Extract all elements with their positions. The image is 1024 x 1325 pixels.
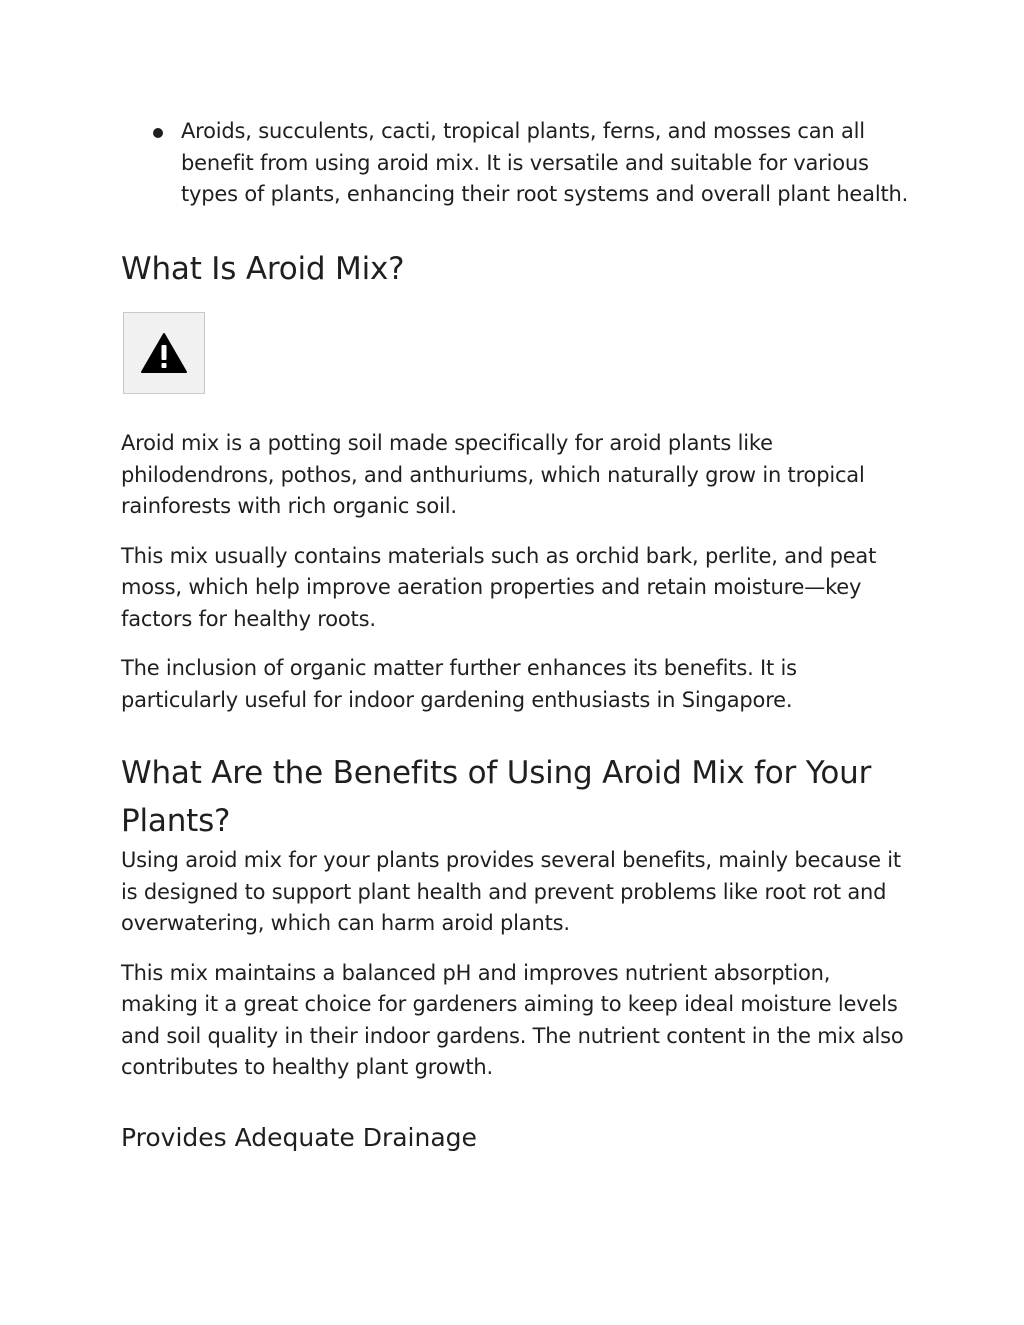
bullet-list bbox=[121, 116, 911, 211]
document-page bbox=[121, 116, 911, 1156]
list-item bbox=[121, 116, 921, 211]
paragraph: This mix usually contains materials such as orchid bark, perlite, and peat moss, which help improve aeration properties and retain moisture—key factors for healthy roots. bbox=[121, 543, 877, 631]
bullet-text: Aroids, succulents, cacti, tropical plants, ferns, and mosses can all benefit from using aroid mix. It is versatile and suitable for various types of plants, enhancing their root systems and overall plant health. bbox=[181, 119, 909, 207]
paragraph: Aroid mix is a potting soil made specifically for aroid plants like philodendrons, pothos, and anthuriums, which naturally grow in tropical rainforests with rich organic soil. bbox=[121, 431, 865, 519]
section-heading-what-is-aroid-mix: What Is Aroid Mix? bbox=[121, 251, 405, 288]
paragraph: Using aroid mix for your plants provides several benefits, mainly because it is designed to support plant health and prevent problems like root rot and overwatering, which can harm aroid plants. bbox=[121, 848, 901, 936]
broken-image-placeholder bbox=[123, 312, 205, 394]
paragraph: The inclusion of organic matter further enhances its benefits. It is particularly useful for indoor gardening enthusiasts in Singapore. bbox=[121, 656, 797, 712]
bullet-dot bbox=[153, 128, 163, 138]
section-heading-benefits: What Are the Benefits of Using Aroid Mix for Your Plants? bbox=[121, 755, 872, 840]
paragraph: This mix maintains a balanced pH and improves nutrient absorption, making it a great choice for gardeners aiming to keep ideal moisture levels and soil quality in their indoor gardens. The nutrient content in the mix also contributes to healthy plant growth. bbox=[121, 960, 904, 1080]
warning-triangle-icon bbox=[140, 332, 188, 374]
subsection-heading-drainage: Provides Adequate Drainage bbox=[121, 1122, 477, 1152]
